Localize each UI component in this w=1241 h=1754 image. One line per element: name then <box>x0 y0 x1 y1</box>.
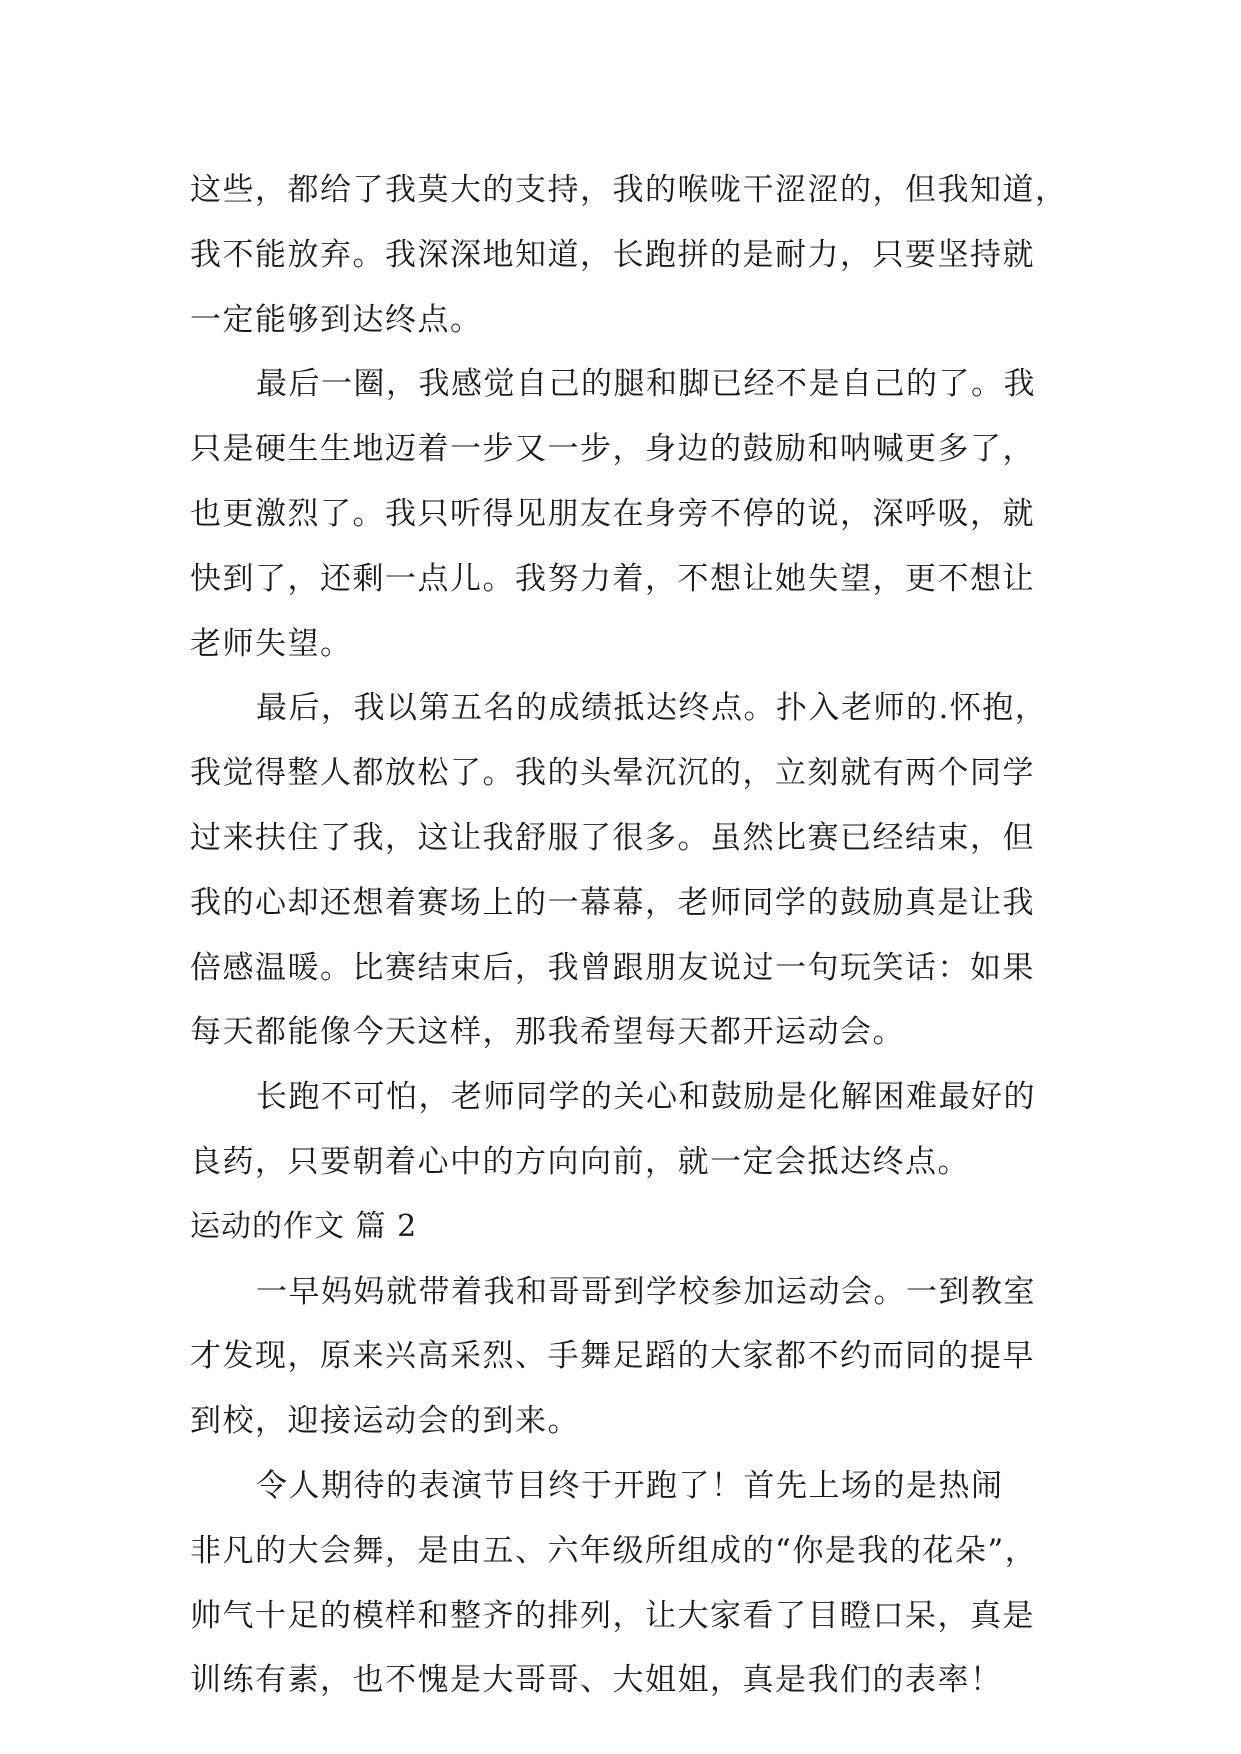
text-line: 过来扶住了我，这让我舒服了很多。虽然比赛已经结束，但 <box>190 819 1035 856</box>
text-line: 良药，只要朝着心中的方向向前，就一定会抵达终点。 <box>190 1143 970 1180</box>
text-line: 最后一圈，我感觉自己的腿和脚已经不是自己的了。我 <box>256 366 1036 403</box>
text-line: 倍感温暖。比赛结束后，我曾跟朋友说过一句玩笑话：如果 <box>190 949 1035 986</box>
text-line: 令人期待的表演节目终于开跑了！首先上场的是热闹 <box>256 1467 1004 1504</box>
section-heading: 运动的作文 篇 2 <box>190 1208 418 1244</box>
document-page <box>190 158 1068 1713</box>
text-line: 长跑不可怕，老师同学的关心和鼓励是化解困难最好的 <box>256 1079 1036 1116</box>
text-line: 才发现，原来兴高采烈、手舞足蹈的大家都不约而同的提早 <box>190 1338 1035 1375</box>
text-line: 帅气十足的模样和整齐的排列，让大家看了目瞪口呆，真是 <box>190 1597 1035 1634</box>
text-line: 也更激烈了。我只听得见朋友在身旁不停的说，深呼吸，就 <box>190 495 1035 532</box>
text-line: 我的心却还想着赛场上的一幕幕，老师同学的鼓励真是让我 <box>190 884 1035 921</box>
text-line: 我不能放弃。我深深地知道，长跑拼的是耐力，只要坚持就 <box>190 236 1035 273</box>
text-line: 这些，都给了我莫大的支持，我的喉咙干涩涩的，但我知道， <box>190 172 1068 208</box>
text-line: 非凡的大会舞，是由五、六年级所组成的“你是我的花朵”， <box>190 1532 1038 1569</box>
text-line: 一早妈妈就带着我和哥哥到学校参加运动会。一到教室 <box>256 1273 1036 1310</box>
text-line: 只是硬生生地迈着一步又一步，身边的鼓励和呐喊更多了， <box>190 431 1035 468</box>
paragraph-block-1 <box>190 158 1068 1195</box>
paragraph-block-2 <box>190 1260 1060 1714</box>
text-line: 快到了，还剩一点儿。我努力着，不想让她失望，更不想让 <box>190 560 1035 597</box>
text-line: 一定能够到达终点。 <box>190 301 483 338</box>
text-line: 我觉得整人都放松了。我的头晕沉沉的，立刻就有两个同学 <box>190 755 1035 792</box>
text-line: 训练有素，也不愧是大哥哥、大姐姐，真是我们的表率！ <box>190 1662 1003 1699</box>
text-line: 最后，我以第五名的成绩抵达终点。扑入老师的.怀抱， <box>256 690 1048 727</box>
text-line: 每天都能像今天这样，那我希望每天都开运动会。 <box>190 1014 905 1051</box>
text-line: 到校，迎接运动会的到来。 <box>190 1403 580 1440</box>
text-line: 老师失望。 <box>190 625 353 662</box>
